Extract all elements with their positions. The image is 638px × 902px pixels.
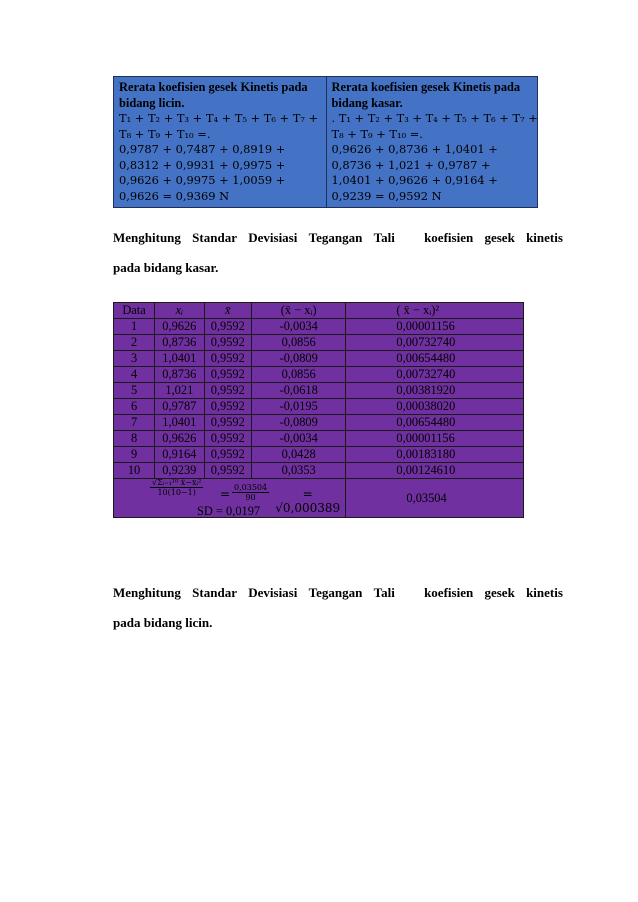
fraction-value-numerator: 0,03504: [234, 483, 268, 492]
cell-squared: 0,00001156: [346, 319, 524, 335]
cell-xi: 0,8736: [155, 367, 204, 383]
table-row: [114, 447, 524, 463]
cell-deviation: 0,0428: [252, 447, 346, 463]
cell-deviation: 0,0856: [252, 367, 346, 383]
heading-word: Tegangan: [308, 585, 363, 600]
cell-squared: 0,00183180: [346, 447, 524, 463]
heading-word: gesek: [484, 230, 515, 245]
table-row: [114, 431, 524, 447]
heading-word: Tegangan: [308, 230, 363, 245]
cell-deviation: -0,0809: [252, 351, 346, 367]
rough-title: Rerata koefisien gesek Kinetis pada bidang kasar.: [331, 80, 521, 110]
table-row: [114, 463, 524, 479]
header-mean: x̄: [204, 303, 251, 319]
smooth-values-line4: 0,9626 = 0,9369 N: [119, 188, 230, 203]
cell-mean: 0,9592: [204, 463, 251, 479]
fraction-sum-denominator: 10(10−1): [157, 488, 196, 497]
heading-word: Tali: [373, 230, 395, 245]
cell-data-no: 1: [114, 319, 155, 335]
rough-sum-line1: . T₁ + T₂ + T₃ + T₄ + T₅ + T₆ + T₇ +: [331, 111, 538, 125]
cell-data-no: 3: [114, 351, 155, 367]
heading-word: Menghitung: [113, 585, 181, 600]
smooth-values-line3: 0,9626 + 0,9975 + 1,0059 +: [119, 173, 286, 187]
cell-xi: 1,0401: [155, 351, 204, 367]
table-row: [114, 351, 524, 367]
cell-mean: 0,9592: [204, 319, 251, 335]
table-row: [114, 399, 524, 415]
cell-squared: 0,00732740: [346, 367, 524, 383]
table-row: [114, 335, 524, 351]
heading-word: koefisien: [424, 585, 474, 600]
heading-rough-line1: [113, 223, 563, 253]
cell-deviation: -0,0809: [252, 415, 346, 431]
cell-xi: 1,021: [155, 383, 204, 399]
cell-squared: 0,00381920: [346, 383, 524, 399]
heading-word: Menghitung: [113, 230, 181, 245]
sum-total: 0,03504: [346, 479, 524, 518]
table-header-row: [114, 303, 524, 319]
cell-deviation: 0,0353: [252, 463, 346, 479]
cell-squared: 0,00124610: [346, 463, 524, 479]
cell-squared: 0,00001156: [346, 431, 524, 447]
smooth-sum-line1: T₁ + T₂ + T₃ + T₄ + T₅ + T₆ + T₇ +: [119, 111, 319, 125]
cell-data-no: 9: [114, 447, 155, 463]
cell-xi: 0,9787: [155, 399, 204, 415]
rough-values-line3: 1,0401 + 0,9626 + 0,9164 +: [331, 173, 498, 187]
table-row: [114, 415, 524, 431]
cell-mean: 0,9592: [204, 399, 251, 415]
heading-rough-sd: [113, 223, 563, 283]
heading-word: Devisiasi: [248, 585, 298, 600]
cell-deviation: -0,0195: [252, 399, 346, 415]
cell-mean: 0,9592: [204, 367, 251, 383]
sd-formula: [114, 479, 345, 517]
cell-mean: 0,9592: [204, 431, 251, 447]
cell-xi: 0,9239: [155, 463, 204, 479]
cell-xi: 0,9626: [155, 319, 204, 335]
cell-data-no: 8: [114, 431, 155, 447]
rough-values-line2: 0,8736 + 1,021 + 0,9787 +: [331, 157, 491, 172]
cell-xi: 0,9626: [155, 431, 204, 447]
cell-data-no: 4: [114, 367, 155, 383]
cell-squared: 0,00038020: [346, 399, 524, 415]
heading-word: koefisien: [424, 230, 474, 245]
heading-word: Standar: [192, 230, 237, 245]
heading-smooth-sd: [113, 578, 563, 638]
header-data: Data: [114, 303, 155, 319]
rough-values-line1: 0,9626 + 0,8736 + 1,0401 +: [331, 142, 498, 156]
sd-table: [113, 302, 524, 518]
cell-mean: 0,9592: [204, 383, 251, 399]
heading-word: Tali: [373, 585, 395, 600]
heading-word: Standar: [192, 585, 237, 600]
fraction-sum: [150, 478, 203, 497]
cell-deviation: 0,0856: [252, 335, 346, 351]
fraction-value: [232, 483, 269, 502]
cell-xi: 1,0401: [155, 415, 204, 431]
smooth-values-line2: 0,8312 + 0,9931 + 0,9975 +: [119, 157, 286, 172]
table-row: [114, 367, 524, 383]
heading-word: gesek: [484, 585, 515, 600]
sqrt-result: = √0,000389: [275, 487, 341, 515]
cell-data-no: 10: [114, 463, 155, 479]
smooth-values-line1: 0,9787 + 0,7487 + 0,8919 +: [119, 142, 286, 156]
cell-data-no: 6: [114, 399, 155, 415]
cell-deviation: -0,0034: [252, 319, 346, 335]
header-deviation: (x̄ − xᵢ): [252, 303, 346, 319]
cell-xi: 0,8736: [155, 335, 204, 351]
table-row: [114, 383, 524, 399]
smooth-title: Rerata koefisien gesek Kinetis pada bidang licin.: [119, 80, 308, 110]
cell-mean: 0,9592: [204, 351, 251, 367]
smooth-surface-column: [114, 77, 326, 207]
fraction-sum-numerator: √Σᵢ₌₁¹⁰ x̄−xᵢ²: [152, 478, 202, 487]
rough-sum-line2: T₈ + T₉ + T₁₀ =.: [331, 126, 423, 141]
table-row: [114, 319, 524, 335]
rough-values-line4: 0,9239 = 0,9592 N: [331, 188, 442, 203]
cell-xi: 0,9164: [155, 447, 204, 463]
heading-rough-line2: pada bidang kasar.: [113, 260, 219, 275]
cell-mean: 0,9592: [204, 415, 251, 431]
sd-result: SD = 0,0197: [197, 504, 261, 518]
smooth-sum-line2: T₈ + T₉ + T₁₀ =.: [119, 126, 211, 141]
header-xi: xᵢ: [155, 303, 204, 319]
heading-smooth-line2: pada bidang licin.: [113, 615, 213, 630]
rough-surface-column: [326, 77, 538, 207]
cell-squared: 0,00732740: [346, 335, 524, 351]
cell-mean: 0,9592: [204, 447, 251, 463]
heading-word: kinetis: [526, 230, 563, 245]
cell-deviation: -0,0618: [252, 383, 346, 399]
cell-data-no: 7: [114, 415, 155, 431]
heading-word: Devisiasi: [248, 230, 298, 245]
cell-deviation: -0,0034: [252, 431, 346, 447]
cell-data-no: 5: [114, 383, 155, 399]
cell-mean: 0,9592: [204, 335, 251, 351]
cell-data-no: 2: [114, 335, 155, 351]
mean-friction-box: [113, 76, 538, 208]
cell-squared: 0,00654480: [346, 415, 524, 431]
heading-smooth-line1: [113, 578, 563, 608]
sd-formula-row: [114, 479, 524, 518]
equals-sign: =: [220, 487, 231, 501]
heading-word: kinetis: [526, 585, 563, 600]
header-squared: ( x̄ − xᵢ)²: [346, 303, 524, 319]
cell-squared: 0,00654480: [346, 351, 524, 367]
fraction-value-denominator: 90: [245, 493, 256, 502]
